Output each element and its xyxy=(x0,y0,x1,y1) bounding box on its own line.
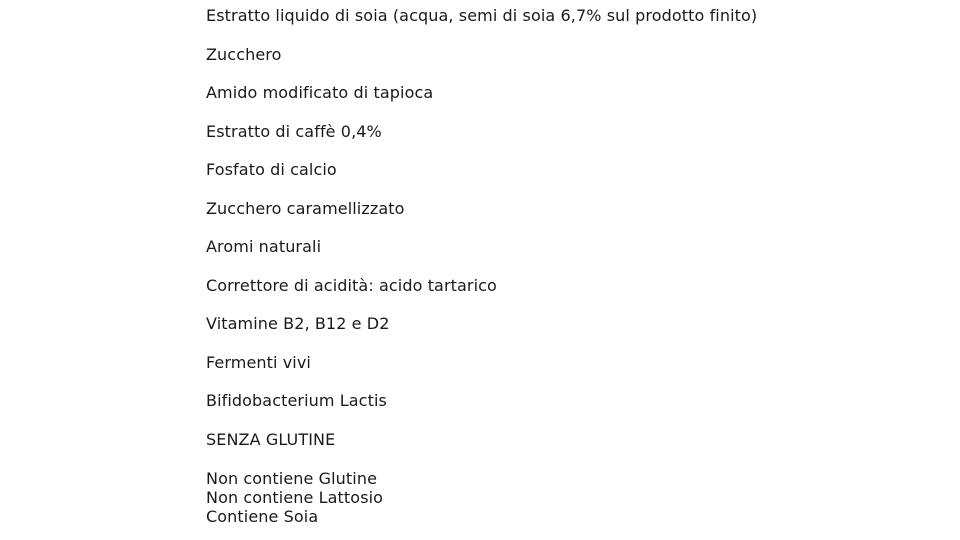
ingredient-item: Zucchero xyxy=(206,44,282,64)
gluten-free-label: SENZA GLUTINE xyxy=(206,429,336,449)
ingredient-item: Estratto di caffè 0,4% xyxy=(206,121,382,141)
ingredient-list xyxy=(206,6,757,468)
ingredient-item: Vitamine B2, B12 e D2 xyxy=(206,314,390,333)
ingredient-item: Estratto liquido di soia (acqua, semi di soia 6,7% sul prodotto finito) xyxy=(206,6,758,25)
ingredient-item: Correttore di acidità: acido tartarico xyxy=(206,275,497,295)
ingredient-item: Bifidobacterium Lactis xyxy=(206,391,387,410)
ingredient-item: Fermenti vivi xyxy=(206,352,311,372)
allergen-notes xyxy=(206,469,383,526)
note-no-lactose: Non contiene Lattosio xyxy=(206,488,384,507)
ingredient-item: Fosfato di calcio xyxy=(206,160,337,179)
ingredient-item: Amido modificato di tapioca xyxy=(206,83,434,102)
note-contains-soy: Contiene Soia xyxy=(206,507,319,526)
note-no-gluten: Non contiene Glutine xyxy=(206,469,378,488)
ingredient-item: Aromi naturali xyxy=(206,237,322,256)
ingredient-item: Zucchero caramellizzato xyxy=(206,198,405,218)
